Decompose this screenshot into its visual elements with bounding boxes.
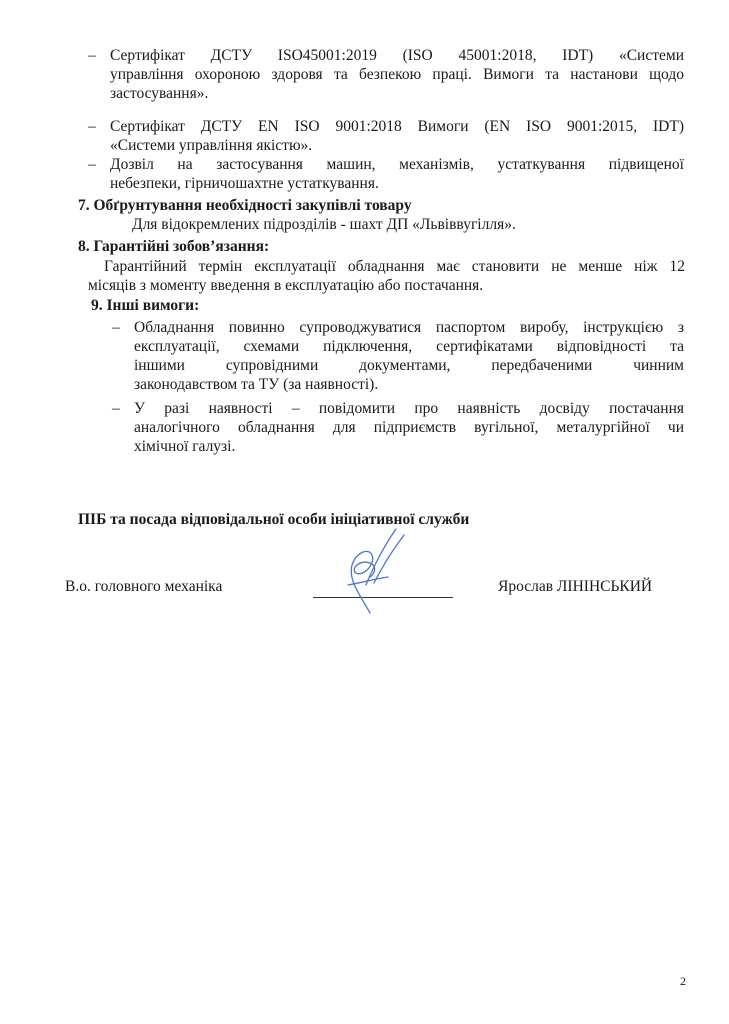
list-dash: – [112,400,120,417]
list-item-permit [88,155,684,193]
list-line: небезпеки, гірничошахтне устаткування. [110,175,379,192]
section-9-item-documents [112,318,684,394]
list-line: Сертифікат ДСТУ ISO45001:2019 (ISO 45001:2018, IDT) «Системи [110,47,684,64]
list-line: Дозвіл на застосування машин, механізмів, устаткування підвищеної [110,156,684,173]
list-line: хімічної галузі. [134,438,236,455]
list-item-certificate-iso9001 [88,117,684,155]
section-9-item-experience [112,399,684,456]
section-8-line-2: місяців з моменту введення в експлуатацію або постачання. [88,277,484,294]
list-dash: – [88,156,96,173]
list-line: Обладнання повинно супроводжуватися паспортом виробу, інструкцією з [134,319,684,336]
list-line: аналогічного обладнання для підприємств вугільної, металургійної чи [134,419,684,436]
list-line: іншими супровідними документами, передбаченими чинним [134,357,684,374]
list-dash: – [88,118,96,135]
responsible-person-heading: ПІБ та посада відповідальної особи ініціативної служби [78,511,470,528]
list-line: експлуатації, схемами підключення, сертифікатами відповідності та [134,338,684,355]
list-line: застосування». [110,85,209,102]
list-item-certificate-iso45001 [88,46,684,103]
page-number: 2 [680,974,686,988]
section-8-line-1: Гарантійний термін експлуатації обладнання має становити не менше ніж 12 [104,258,685,275]
list-line: управління охороною здоровя та безпекою праці. Вимоги та настанови щодо [110,66,684,83]
list-line: У разі наявності – повідомити про наявність досвіду постачання [134,400,684,417]
signatory-position: В.о. головного механіка [65,578,223,595]
section-8-heading: 8. Гарантійні зобов’язання: [78,238,270,255]
section-7-heading: 7. Обґрунтування необхідності закупівлі товару [78,197,412,214]
signatory-name: Ярослав ЛІНІНСЬКИЙ [498,578,653,595]
list-dash: – [112,319,120,336]
list-dash: – [88,47,96,64]
section-9-heading: 9. Інші вимоги: [91,297,200,314]
handwritten-signature [330,525,410,620]
list-line: Сертифікат ДСТУ EN ISO 9001:2018 Вимоги (EN ISO 9001:2015, IDT) [110,118,684,135]
list-line: «Системи управління якістю». [110,137,313,154]
section-7-text: Для відокремлених підрозділів - шахт ДП «Львіввугілля». [132,216,516,233]
list-line: законодавством та ТУ (за наявності). [134,376,379,393]
